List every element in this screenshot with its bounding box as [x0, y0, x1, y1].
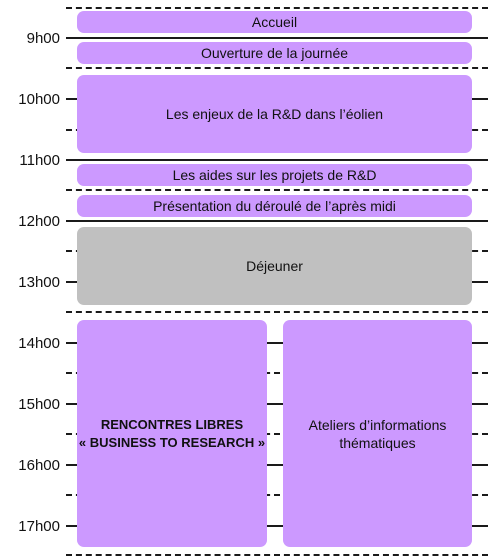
- hour-label: 13h00: [18, 274, 60, 291]
- hour-label: 10h00: [18, 91, 60, 108]
- hour-label: 15h00: [18, 396, 60, 413]
- session-enjeux: [77, 75, 472, 153]
- session-label: Accueil: [251, 14, 298, 30]
- session-label-line2: « BUSINESS TO RESEARCH »: [78, 434, 266, 450]
- half-hour-line: [66, 189, 488, 191]
- session-ouverture: [77, 42, 472, 64]
- session-presentation: [77, 195, 472, 217]
- session-dejeuner: [77, 227, 472, 305]
- half-hour-line: [66, 554, 488, 556]
- hour-line-11h00: [66, 159, 488, 161]
- hour-label: 14h00: [18, 335, 60, 352]
- hour-label: 12h00: [18, 213, 60, 230]
- hour-label: 11h00: [19, 152, 60, 169]
- half-hour-line: [66, 67, 488, 69]
- hour-label: 9h00: [26, 30, 60, 47]
- session-accueil: [77, 11, 472, 33]
- half-hour-line: [66, 7, 488, 9]
- hour-label: 17h00: [18, 518, 60, 535]
- session-label-line1: Ateliers d’informations: [308, 416, 447, 433]
- session-aides: [77, 164, 472, 186]
- half-hour-line: [66, 311, 488, 313]
- session-label-line1: RENCONTRES LIBRES: [100, 416, 244, 432]
- hour-label: 16h00: [18, 457, 60, 474]
- session-ateliers: [283, 320, 472, 547]
- session-label-line2: thématiques: [339, 434, 416, 451]
- hour-line-9h00: [66, 37, 488, 39]
- hour-line-12h00: [66, 220, 488, 222]
- session-label: Déjeuner: [246, 258, 303, 274]
- session-label: Les enjeux de la R&D dans l’éolien: [165, 106, 384, 122]
- session-label: Les aides sur les projets de R&D: [172, 167, 377, 183]
- session-label: Présentation du déroulé de l’après midi: [153, 198, 396, 214]
- session-label: Ouverture de la journée: [200, 45, 349, 61]
- session-rencontres-libres: [77, 320, 267, 547]
